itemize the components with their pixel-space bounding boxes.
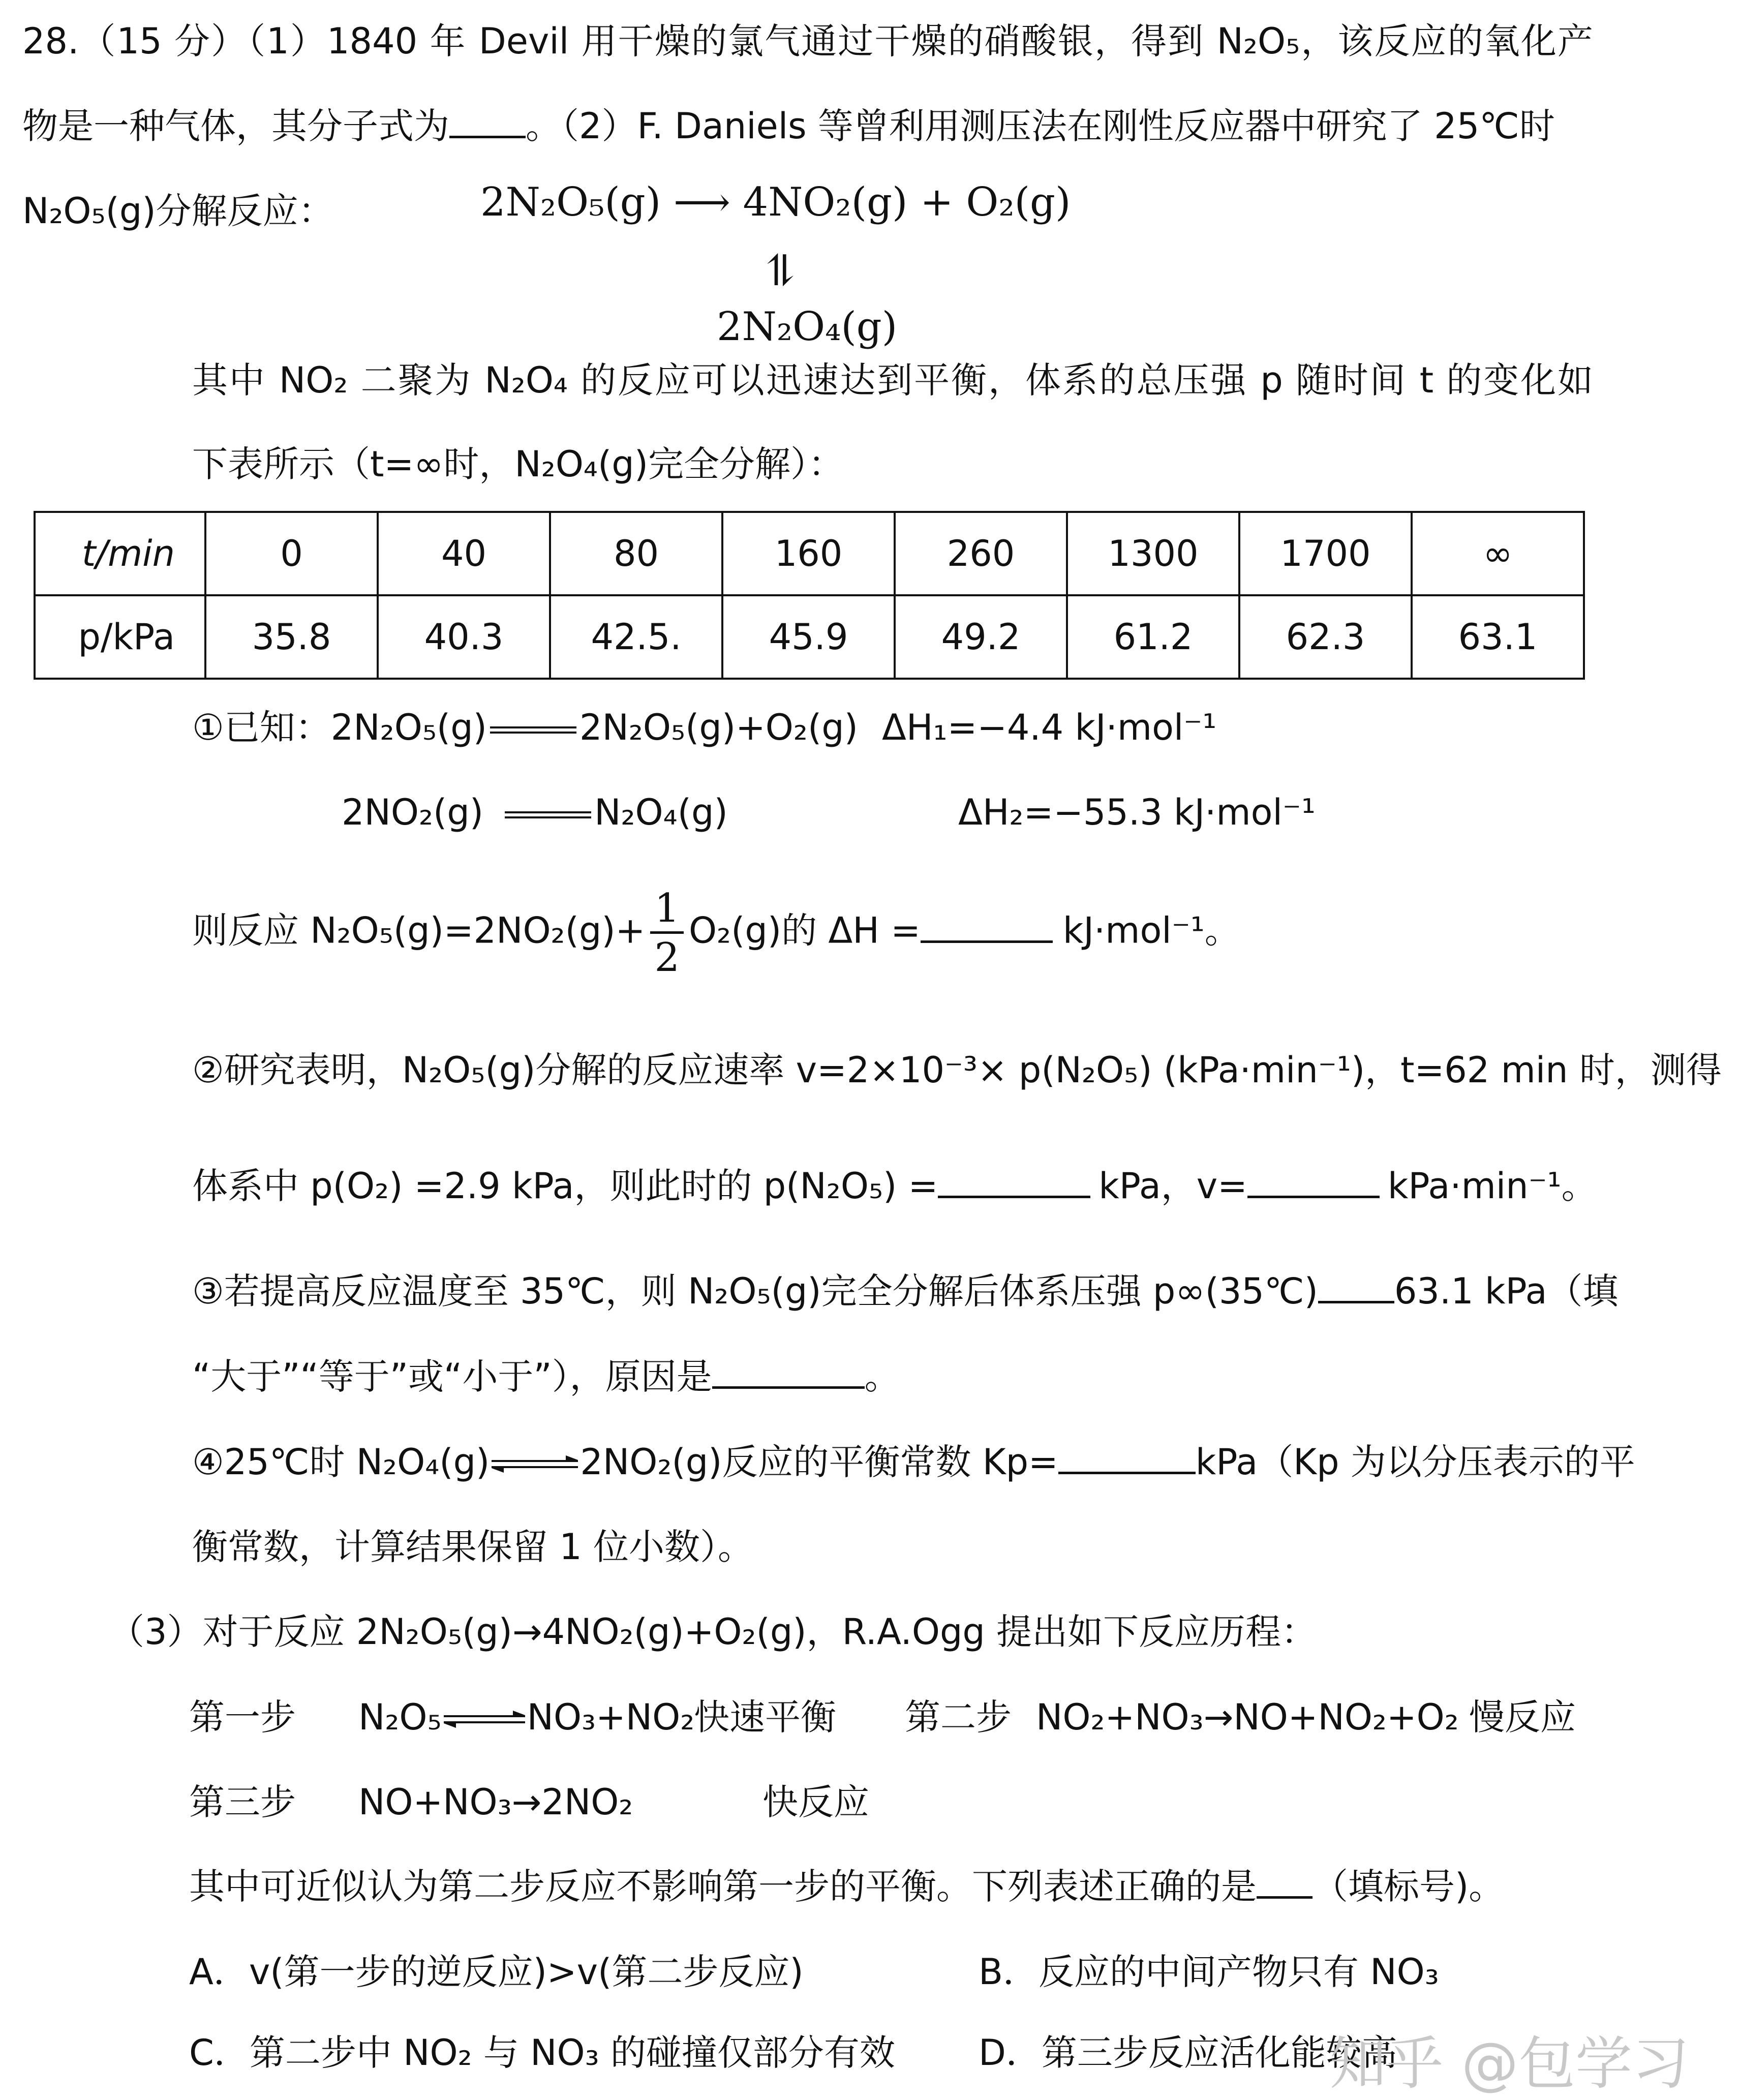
step2-equation: NO₂+NO₃→NO+NO₂+O₂	[1036, 1696, 1459, 1738]
answer-blank-rate[interactable]	[1247, 1169, 1380, 1198]
option-b[interactable]: B．反应的中间产物只有 NO₃	[979, 1951, 1439, 1993]
option-d[interactable]: D．第三步反应活化能较高	[979, 2032, 1397, 2074]
option-c[interactable]: C．第二步中 NO₂ 与 NO₃ 的碰撞仅部分有效	[189, 2032, 895, 2074]
q3-line-1: ③若提高反应温度至 35℃，则 N₂O₅(g)完全分解后体系压强 p∞(35℃) 63.1 kPa（填	[192, 1270, 1619, 1312]
q1-dh2: ΔH₂=−55.3 kJ·mol⁻¹	[958, 792, 1316, 833]
pressure-cell: 63.1	[1412, 595, 1584, 679]
time-cell: 1700	[1239, 512, 1412, 595]
table-row-pressure	[35, 595, 1584, 679]
one-half-fraction: $\frac{1}{2}$	[650, 889, 684, 978]
answer-blank-compare[interactable]	[1318, 1274, 1394, 1303]
step1-label: 第一步	[189, 1696, 296, 1738]
intro-line-2: 下表所示（t=∞时，N₂O₄(g)完全分解）：	[192, 443, 844, 485]
reversible-arrow	[492, 1458, 578, 1471]
question-line-2: 物是一种气体，其分子式为 。（2）F. Daniels 等曾利用测压法在刚性反应器中研究了 25℃时	[22, 105, 1555, 147]
q1-ask: 则反应 N₂O₅(g)=2NO₂(g)+ $\frac{1}{2}$ O₂(g)的 ΔH = kJ·mol⁻¹。	[192, 886, 1240, 981]
pressure-cell: 49.2	[895, 595, 1067, 679]
step3-label: 第三步	[189, 1781, 296, 1823]
scheme-top: 2N₂O₅(g) ⟶ 4NO₂(g) + O₂(g)	[480, 179, 1071, 225]
question-score: （15 分）	[79, 20, 248, 62]
pressure-cell: 45.9	[722, 595, 895, 679]
option-a[interactable]: A．v(第一步的逆反应)>v(第二步反应)	[189, 1951, 804, 1993]
row-label-time: t/min	[35, 512, 205, 595]
answer-blank-choice[interactable]	[1257, 1870, 1312, 1899]
pressure-cell: 62.3	[1239, 595, 1412, 679]
pressure-time-table	[34, 511, 1585, 680]
answer-blank-reason[interactable]	[712, 1360, 865, 1389]
equals-arrow	[490, 725, 576, 735]
step3-equation: NO+NO₃→2NO₂	[358, 1781, 633, 1823]
question-text-1: （1）1840 年 Devil 用干燥的氯气通过干燥的硝酸银，得到 N₂O₅，该反应的氧化产	[248, 20, 1593, 62]
time-cell: 40	[378, 512, 550, 595]
step2-note: 慢反应	[1469, 1696, 1576, 1738]
part3-intro: （3）对于反应 2N₂O₅(g)→4NO₂(g)+O₂(g)，R.A.Ogg 提出如下反应历程：	[109, 1611, 1317, 1653]
pressure-cell: 61.2	[1067, 595, 1239, 679]
q2-line-1: ②研究表明，N₂O₅(g)分解的反应速率 v=2×10⁻³× p(N₂O₅) (kPa·min⁻¹)，t=62 min 时，测得	[192, 1049, 1722, 1091]
scheme-equilibrium-arrows: ⥮	[762, 246, 799, 295]
scheme-bottom: 2N₂O₄(g)	[717, 304, 898, 350]
watermark: 知乎 @包学习	[1329, 2031, 1689, 2097]
q1-given-eq1: ①已知：2N₂O₅(g) 2N₂O₅(g)+O₂(g)	[192, 707, 858, 748]
q3-line-2: “大于”“等于”或“小于”），原因是 。	[192, 1356, 900, 1397]
time-cell: 160	[722, 512, 895, 595]
table-row-time	[35, 512, 1584, 595]
time-cell: ∞	[1412, 512, 1584, 595]
pressure-cell: 42.5.	[550, 595, 722, 679]
q1-given-eq2: 2NO₂(g) N₂O₄(g)	[342, 792, 728, 833]
row-label-pressure: p/kPa	[35, 595, 205, 679]
pressure-cell: 40.3	[378, 595, 550, 679]
part3-ask: 其中可近似认为第二步反应不影响第一步的平衡。下列表述正确的是 （填标号)。	[189, 1866, 1505, 1907]
equals-arrow	[505, 810, 591, 819]
step2-label: 第二步	[905, 1696, 1012, 1738]
answer-blank-dh[interactable]	[921, 914, 1053, 943]
question-line-1	[22, 19, 1593, 64]
step1-note: 快速平衡	[694, 1696, 836, 1738]
answer-blank-pressure[interactable]	[938, 1169, 1090, 1198]
pressure-cell: 35.8	[205, 595, 378, 679]
question-line-3: N₂O₅(g)分解反应：	[22, 190, 334, 232]
answer-blank-kp[interactable]	[1058, 1445, 1196, 1474]
question-number: 28.	[22, 20, 79, 62]
q4-line-2: 衡常数，计算结果保留 1 位小数）。	[192, 1526, 754, 1568]
step1-equation: N₂O₅ NO₃+NO₂	[358, 1696, 695, 1738]
step3-note: 快反应	[762, 1781, 869, 1823]
answer-blank-formula[interactable]	[449, 109, 526, 138]
reversible-arrow	[444, 1714, 525, 1726]
time-cell: 260	[895, 512, 1067, 595]
q4-line-1: ④25℃时 N₂O₄(g) 2NO₂(g)反应的平衡常数 Kp= kPa（Kp 为以分压表示的平	[192, 1441, 1635, 1483]
time-cell: 80	[550, 512, 722, 595]
q1-dh1: ΔH₁=−4.4 kJ·mol⁻¹	[882, 707, 1217, 748]
time-cell: 1300	[1067, 512, 1239, 595]
intro-line-1: 其中 NO₂ 二聚为 N₂O₄ 的反应可以迅速达到平衡，体系的总压强 p 随时间 t 的变化如	[192, 359, 1593, 401]
time-cell: 0	[205, 512, 378, 595]
q2-line-2: 体系中 p(O₂) =2.9 kPa，则此时的 p(N₂O₅) = kPa，v= kPa·min⁻¹。	[192, 1165, 1597, 1207]
